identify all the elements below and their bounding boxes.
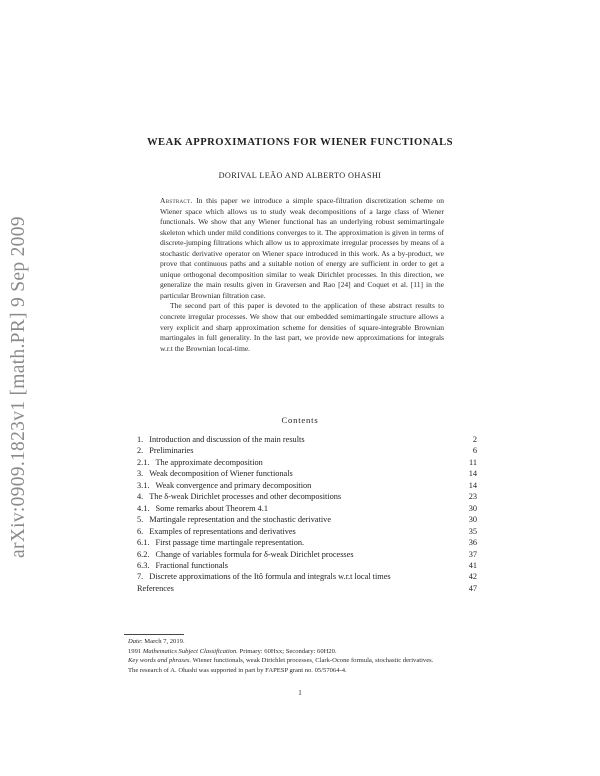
toc-entry-number: 7. [137, 572, 144, 582]
toc-entry[interactable] [137, 526, 477, 537]
toc-entry[interactable] [137, 434, 477, 445]
toc-entry-number: 3.1. [137, 480, 150, 490]
footnotes [124, 637, 480, 675]
toc-entry-title: Examples of representations and derivatives [149, 526, 296, 536]
toc-entry-page: 30 [468, 503, 477, 513]
toc-entry[interactable] [137, 457, 477, 468]
table-of-contents [137, 434, 477, 594]
toc-entry-references[interactable] [137, 583, 477, 594]
toc-entry-title: Change of variables formula for δ-weak Dirichlet processes [155, 549, 354, 559]
toc-entry-page: 42 [468, 572, 477, 582]
toc-entry-title: Some remarks about Theorem 4.1 [155, 503, 268, 513]
footnote-msc-value: Primary: 60Hxx; Secondary: 60H20. [237, 647, 337, 655]
paper-authors: DORIVAL LEÃO AND ALBERTO OHASHI [218, 171, 382, 180]
footnote-keywords-value: Wiener functionals, weak Dirichlet processes, Clark-Ocone formula, stochastic derivatives. [191, 657, 434, 664]
toc-entry[interactable] [137, 514, 477, 525]
toc-entry-page: 6 [472, 446, 477, 456]
footnote-divider [124, 634, 184, 635]
toc-entry-title: Introduction and discussion of the main results [149, 435, 305, 444]
toc-entry[interactable] [137, 537, 477, 548]
toc-entry-title: First passage time martingale representation. [155, 538, 305, 548]
footnote-msc-year: 1991 [128, 647, 143, 655]
toc-entry-title: The approximate decomposition [155, 457, 263, 467]
footnote-msc-label: Mathematics Subject Classification. [142, 647, 238, 655]
toc-entry-page: 37 [468, 549, 477, 559]
toc-entry-number: 6.3. [137, 560, 150, 570]
toc-entry-number: 5. [137, 515, 144, 525]
toc-entry-page: 11 [469, 457, 477, 467]
toc-entry-page: 30 [468, 515, 477, 525]
abstract [160, 196, 444, 354]
toc-entry-page: 47 [468, 583, 477, 593]
toc-entry-page: 14 [468, 469, 477, 479]
toc-entry-number: 1. [137, 435, 144, 444]
toc-entry-number: 3. [137, 469, 144, 479]
abstract-paragraph-1 [160, 196, 444, 301]
footnote-date-label: Date [128, 638, 141, 645]
toc-entry-title: Weak convergence and primary decomposition [155, 480, 312, 490]
footnote-funding: The research of A. Ohashi was supported in part by FAPESP grant no. 05/57064-4. [128, 666, 347, 674]
toc-entry-title: Fractional functionals [155, 560, 229, 570]
toc-entry[interactable] [137, 491, 477, 502]
abstract-text-1: In this paper we introduce a simple space-filtration discretization scheme on Wiener space which allows us to study weak decompositions of a large class of Wiener functionals. We show that any Wiener functional has an underlying robust semimartingale skeleton which under mild conditions converges to it. The approximation is given in terms of discrete-jumping filtrations which allow us to approximate irregular processes by means of a stochastic derivative operator on Wiener space introduced in this work. As a by-product, we prove that continuous paths and a suitable notion of energy are sufficient in order to get a unique orthogonal decomposition similar to weak Dirichlet processes. In this direction, we generalize the main results given in Graversen and Rao [24] and Coquet et al. [11] in the particular Brownian filtration case. [160, 196, 444, 300]
toc-entry-number: 2.1. [137, 457, 150, 467]
toc-entry-page: 41 [468, 560, 477, 570]
footnote-date [124, 637, 480, 647]
toc-entry[interactable] [137, 468, 477, 479]
abstract-label: Abstract. [160, 196, 193, 205]
toc-entry[interactable] [137, 560, 477, 571]
toc-entry-title: Martingale representation and the stochastic derivative [149, 515, 332, 525]
toc-entry-number: 6. [137, 526, 144, 536]
toc-entry-number: 6.1. [137, 538, 150, 548]
toc-entry-title: The δ-weak Dirichlet processes and other decompositions [149, 492, 342, 502]
toc-entry-number: 2. [137, 446, 144, 456]
toc-entry-title: References [137, 583, 174, 593]
toc-entry[interactable] [137, 503, 477, 514]
toc-entry-title: Preliminaries [149, 446, 194, 456]
toc-entry-number: 4. [137, 492, 144, 502]
footnote-keywords [124, 656, 480, 666]
toc-entry-page: 36 [468, 538, 477, 548]
footnote-msc [124, 647, 480, 657]
footnote-keywords-label: Key words and phrases. [128, 657, 192, 664]
toc-entry-page: 2 [472, 435, 477, 444]
toc-entry-number: 4.1. [137, 503, 150, 513]
page-number: 1 [298, 689, 302, 697]
footnote-date-value: : March 7, 2019. [140, 638, 185, 645]
toc-entry-number: 6.2. [137, 549, 150, 559]
contents-heading: Contents [281, 415, 319, 425]
toc-entry[interactable] [137, 480, 477, 491]
abstract-paragraph-2: The second part of this paper is devoted to the application of these abstract results to concrete irregular processes. We show that our embedded semimartingale structure allows a very explicit and sharp approximation scheme for densities of square-integrable Brownian martingales in full generality. In the last part, we provide new approximations for integrals w.r.t the Brownian local-time. [160, 301, 444, 353]
arxiv-identifier-stamp: arXiv:0909.1823v1 [math.PR] 9 Sep 2009 [8, 216, 29, 558]
toc-entry-page: 14 [468, 480, 477, 490]
toc-entry[interactable] [137, 445, 477, 456]
toc-entry-page: 23 [468, 492, 477, 502]
toc-entry-title: Weak decomposition of Wiener functionals [149, 469, 293, 479]
toc-entry-title: Discrete approximations of the Itô formula and integrals w.r.t local times [149, 572, 391, 582]
toc-entry[interactable] [137, 549, 477, 560]
toc-entry-page: 35 [468, 526, 477, 536]
paper-title: WEAK APPROXIMATIONS FOR WIENER FUNCTIONALS [146, 137, 454, 148]
toc-entry[interactable] [137, 571, 477, 582]
